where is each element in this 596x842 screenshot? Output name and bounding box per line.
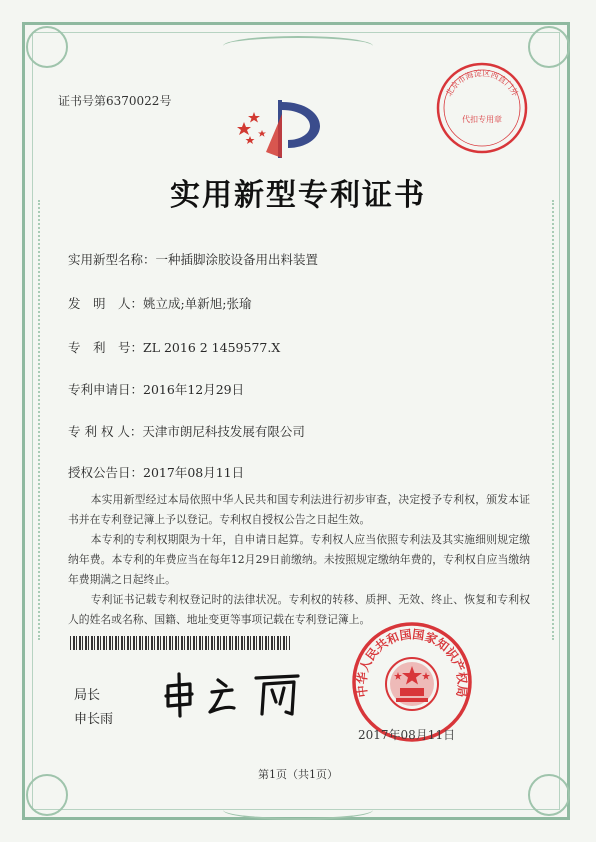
paragraph-grant: 本实用新型经过本局依照中华人民共和国专利法进行初步审查，决定授予专利权，颁发本证书并在专利登记簿上予以登记。专利权自授权公告之日起生效。 bbox=[68, 493, 530, 526]
field-value: 2017年08月11日 bbox=[143, 465, 245, 480]
national-emblem-icon bbox=[386, 658, 438, 710]
right-ornament-icon bbox=[552, 200, 564, 640]
field-patentee bbox=[68, 422, 305, 440]
left-ornament-icon bbox=[38, 200, 50, 640]
field-grant-date bbox=[68, 463, 244, 481]
agency-stamp-sub: 代扣专用章 bbox=[462, 115, 502, 124]
signature-icon bbox=[160, 668, 310, 718]
corner-ornament-icon bbox=[26, 26, 68, 68]
field-patent-number bbox=[68, 338, 280, 356]
field-label: 发 明 人： bbox=[68, 296, 144, 311]
field-label: 授权公告日： bbox=[68, 465, 144, 480]
agency-stamp-text: 北京市海淀区西直门外 bbox=[444, 68, 520, 98]
field-value: 一种插脚涂胶设备用出料装置 bbox=[155, 252, 319, 267]
agency-stamp bbox=[432, 58, 532, 158]
page-number: 第1页（共1页） bbox=[258, 768, 338, 781]
field-value: 天津市朗尼科技发展有限公司 bbox=[142, 424, 305, 439]
director-title: 局长 bbox=[74, 688, 101, 703]
field-label: 专利申请日： bbox=[68, 382, 144, 397]
paragraph-term: 本专利的专利权期限为十年，自申请日起算。专利权人应当依照专利法及其实施细则规定缴纳年费。本专利的年费应当在每年12月29日前缴纳。未按照规定缴纳年费的，专利权自应当缴纳年费期满之日起终止。 bbox=[68, 533, 530, 586]
paragraph-legal-status: 专利证书记载专利权登记时的法律状况。专利权的转移、质押、无效、终止、恢复和专利权人的姓名或名称、国籍、地址变更等事项记载在专利登记簿上。 bbox=[68, 593, 530, 626]
page-title: 实用新型专利证书 bbox=[170, 178, 426, 213]
patent-office-logo-icon bbox=[236, 92, 332, 162]
field-label: 专 利 号： bbox=[68, 340, 144, 355]
certificate-number: 证书号第6370022号 bbox=[58, 94, 172, 108]
top-ornament-icon bbox=[223, 36, 373, 56]
field-filing-date bbox=[68, 380, 244, 398]
field-inventor bbox=[68, 294, 251, 312]
field-value: 姚立成;单新旭;张瑜 bbox=[143, 296, 252, 311]
field-label: 实用新型名称： bbox=[68, 252, 156, 267]
seal-date: 2017年08月11日 bbox=[358, 728, 456, 742]
seal-text: 中华人民共和国国家知识产权局 bbox=[354, 627, 470, 699]
barcode bbox=[70, 636, 290, 650]
bottom-ornament-icon bbox=[223, 800, 373, 820]
field-value: ZL 2016 2 1459577.X bbox=[143, 340, 281, 355]
corner-ornament-icon bbox=[528, 26, 570, 68]
field-label: 专 利 权 人： bbox=[68, 424, 143, 439]
field-utility-name bbox=[68, 250, 318, 268]
director-name: 申长雨 bbox=[74, 712, 114, 727]
field-value: 2016年12月29日 bbox=[143, 382, 245, 397]
